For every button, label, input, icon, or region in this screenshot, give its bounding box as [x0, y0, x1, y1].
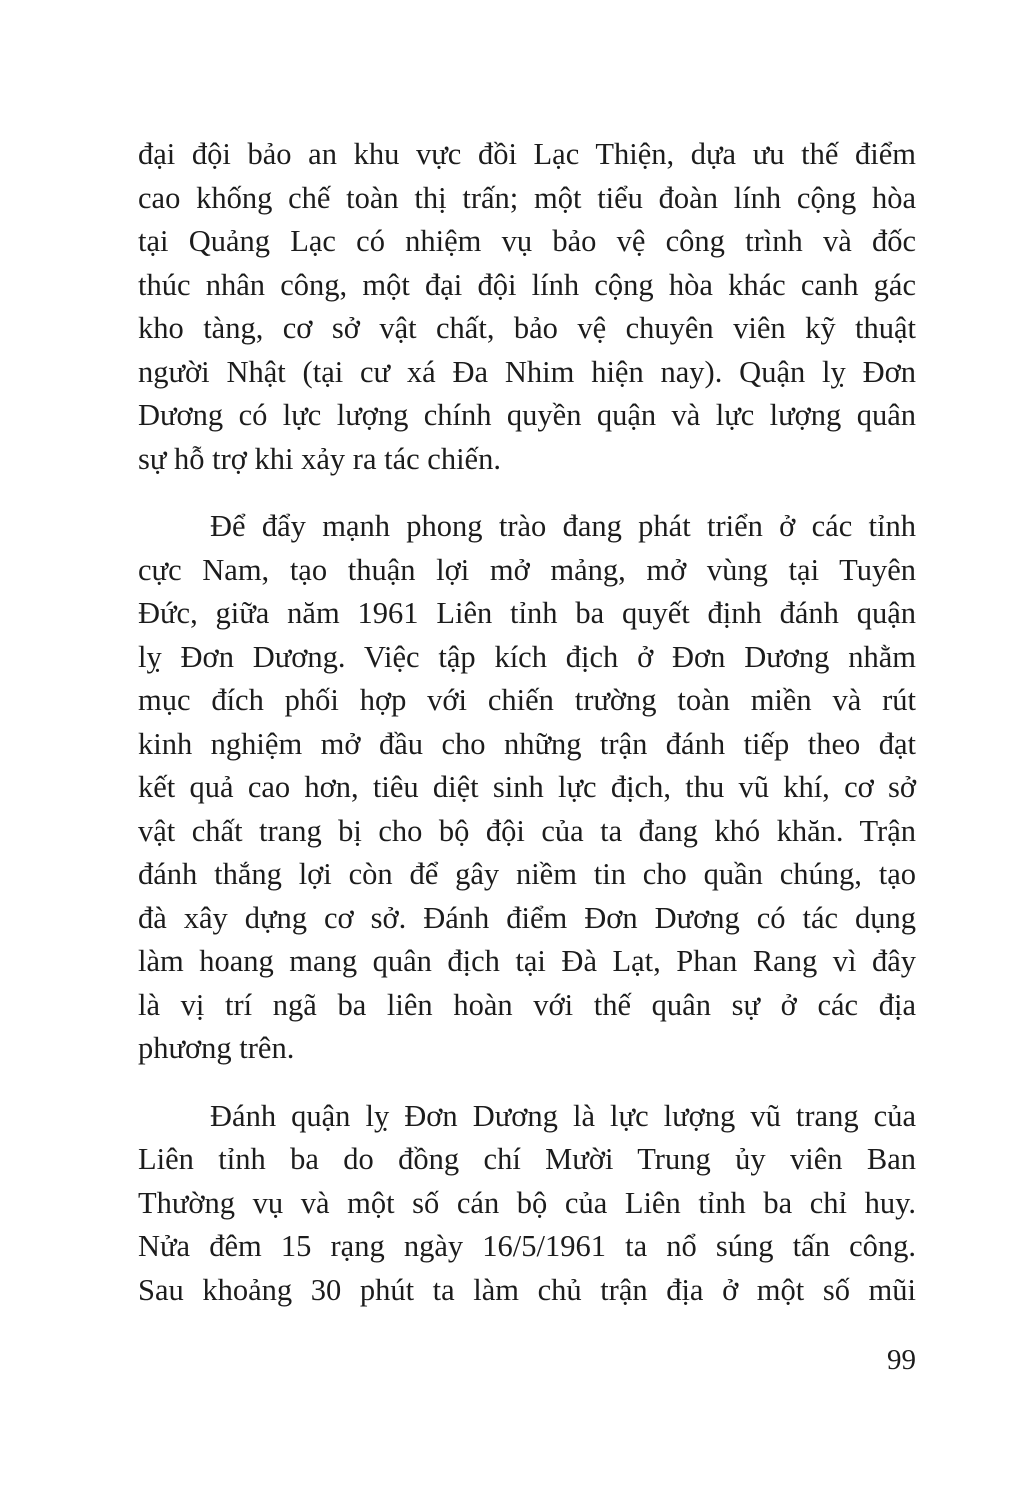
text-line: Để đẩy mạnh phong trào đang phát triển ở các tỉnh	[210, 509, 916, 543]
text-line: kho tàng, cơ sở vật chất, bảo vệ chuyên viên kỹ thuật	[138, 311, 916, 345]
text-line: Liên tỉnh ba do đồng chí Mười Trung ủy viên Ban	[138, 1142, 916, 1176]
text-line: sự hỗ trợ khi xảy ra tác chiến.	[138, 441, 501, 476]
paragraph-2	[138, 505, 916, 1071]
text-line: làm hoang mang quân địch tại Đà Lạt, Phan Rang vì đây	[138, 944, 916, 978]
paragraph-spacing	[138, 481, 916, 505]
text-line: tại Quảng Lạc có nhiệm vụ bảo vệ công trình và đốc	[138, 224, 916, 258]
text-line: mục đích phối hợp với chiến trường toàn miền và rút	[138, 683, 916, 717]
paragraph-spacing	[138, 1071, 916, 1095]
text-line: phương trên.	[138, 1031, 295, 1065]
text-line: Đức, giữa năm 1961 Liên tỉnh ba quyết định đánh quận	[138, 596, 916, 630]
text-line: lỵ Đơn Dương. Việc tập kích địch ở Đơn Dương nhằm	[138, 639, 916, 674]
text-line: Dương có lực lượng chính quyền quận và lực lượng quân	[138, 398, 916, 432]
text-line: thúc nhân công, một đại đội lính cộng hòa khác canh gác	[138, 267, 916, 302]
text-line: cao khống chế toàn thị trấn; một tiểu đoàn lính cộng hòa	[138, 180, 916, 215]
text-line: Nửa đêm 15 rạng ngày 16/5/1961 ta nổ súng tấn công.	[138, 1229, 916, 1263]
body-text	[138, 133, 916, 1312]
text-line: Sau khoảng 30 phút ta làm chủ trận địa ở một số mũi	[138, 1272, 916, 1307]
text-line: đà xây dựng cơ sở. Đánh điểm Đơn Dương có tác dụng	[138, 900, 916, 935]
paragraph-1	[138, 133, 916, 481]
text-line: kết quả cao hơn, tiêu diệt sinh lực địch, thu vũ khí, cơ sở	[138, 770, 916, 804]
text-line: đại đội bảo an khu vực đồi Lạc Thiện, dựa ưu thế điểm	[138, 137, 916, 171]
text-line: đánh thắng lợi còn để gây niềm tin cho quần chúng, tạo	[138, 857, 916, 891]
text-line: người Nhật (tại cư xá Đa Nhim hiện nay). Quận lỵ Đơn	[138, 354, 916, 389]
text-line: Thường vụ và một số cán bộ của Liên tỉnh ba chỉ huy.	[138, 1185, 916, 1220]
text-line: Đánh quận lỵ Đơn Dương là lực lượng vũ trang của	[210, 1098, 916, 1133]
page-number: 99	[887, 1344, 916, 1376]
text-line: vật chất trang bị cho bộ đội của ta đang khó khăn. Trận	[138, 813, 916, 848]
text-line: kinh nghiệm mở đầu cho những trận đánh tiếp theo đạt	[138, 726, 916, 761]
text-line: là vị trí ngã ba liên hoàn với thế quân sự ở các địa	[138, 987, 916, 1022]
paragraph-3	[138, 1095, 916, 1313]
text-line: cực Nam, tạo thuận lợi mở mảng, mở vùng tại Tuyên	[138, 552, 916, 587]
